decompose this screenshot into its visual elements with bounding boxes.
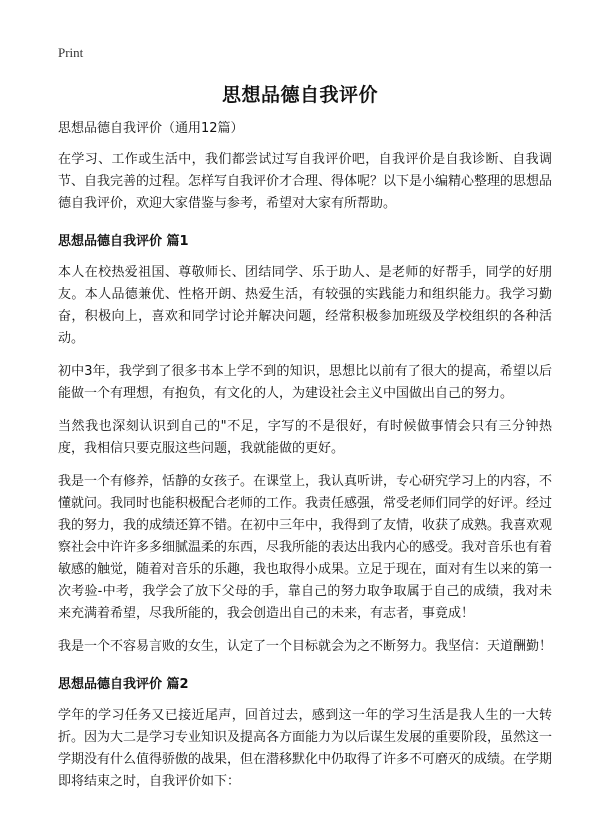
section-1-paragraph-3: 当然我也深刻认识到自己的"不足，字写的不是很好，有时候做事情会只有三分钟热度，我相信只要克服这些问题，我就能做的更好。	[58, 419, 552, 456]
section-heading-2: 思想品德自我评价 篇2	[58, 677, 189, 692]
document-subtitle: 思想品德自我评价（通用12篇）	[58, 121, 244, 136]
section-1-paragraph-2: 初中3年，我学到了很多书本上学不到的知识，思想比以前有了很大的提高，希望以后能做一个有理想，有抱负，有文化的人，为建设社会主义中国做出自己的努力。	[58, 364, 552, 401]
section-heading-1: 思想品德自我评价 篇1	[58, 234, 189, 249]
document-title: 思想品德自我评价	[221, 84, 378, 106]
print-link[interactable]: Print	[58, 45, 84, 60]
section-2-paragraph-1: 学年的学习任务又已接近尾声，回首过去，感到这一年的学习生活是我人生的一大转折。因为大二是学习专业知识及提高各方面能力为以后谋生发展的重要阶段，虽然这一学期没有什么值得骄傲的战果，但在潜移默化中仍取得了许多不可磨灭的成绩。在学期即将结束之时，自我评价如下：	[58, 708, 553, 789]
section-1-paragraph-1: 本人在校热爱祖国、尊敬师长、团结同学、乐于助人、是老师的好帮手，同学的好朋友。本人品德兼优、性格开朗、热爱生活，有较强的实践能力和组织能力。我学习勤奋，积极向上，喜欢和同学讨论并解决问题，经常积极参加班级及学校组织的各种活动。	[58, 265, 552, 346]
section-1-paragraph-4: 我是一个有修养，恬静的女孩子。在课堂上，我认真听讲，专心研究学习上的内容，不懂就问。我同时也能积极配合老师的工作。我责任感强，常受老师们同学的好评。经过我的努力，我的成绩还算不错。在初中三年中，我得到了友情，收获了成熟。我喜欢观察社会中许许多多细腻温柔的东西，尽我所能的表达出我内心的感受。我对音乐也有着敏感的触觉，随着对音乐的乐趣，我也取得小成果。立足于现在，面对有生以来的第一次考验-中考，我学会了放下父母的手，靠自己的努力取争取属于自己的成绩，我对未来充满着希望，尽我所能的，我会创造出自己的未来，有志者，事竟成！	[58, 474, 553, 621]
document-body	[58, 119, 552, 804]
intro-paragraph: 在学习、工作或生活中，我们都尝试过写自我评价吧，自我评价是自我诊断、自我调节、自我完善的过程。怎样写自我评价才合理、得体呢？以下是小编精心整理的思想品德自我评价，欢迎大家借鉴与参考，希望对大家有所帮助。	[58, 152, 553, 211]
section-1-paragraph-5: 我是一个不容易言败的女生，认定了一个目标就会为之不断努力。我坚信：天道酬勤！	[58, 639, 553, 654]
